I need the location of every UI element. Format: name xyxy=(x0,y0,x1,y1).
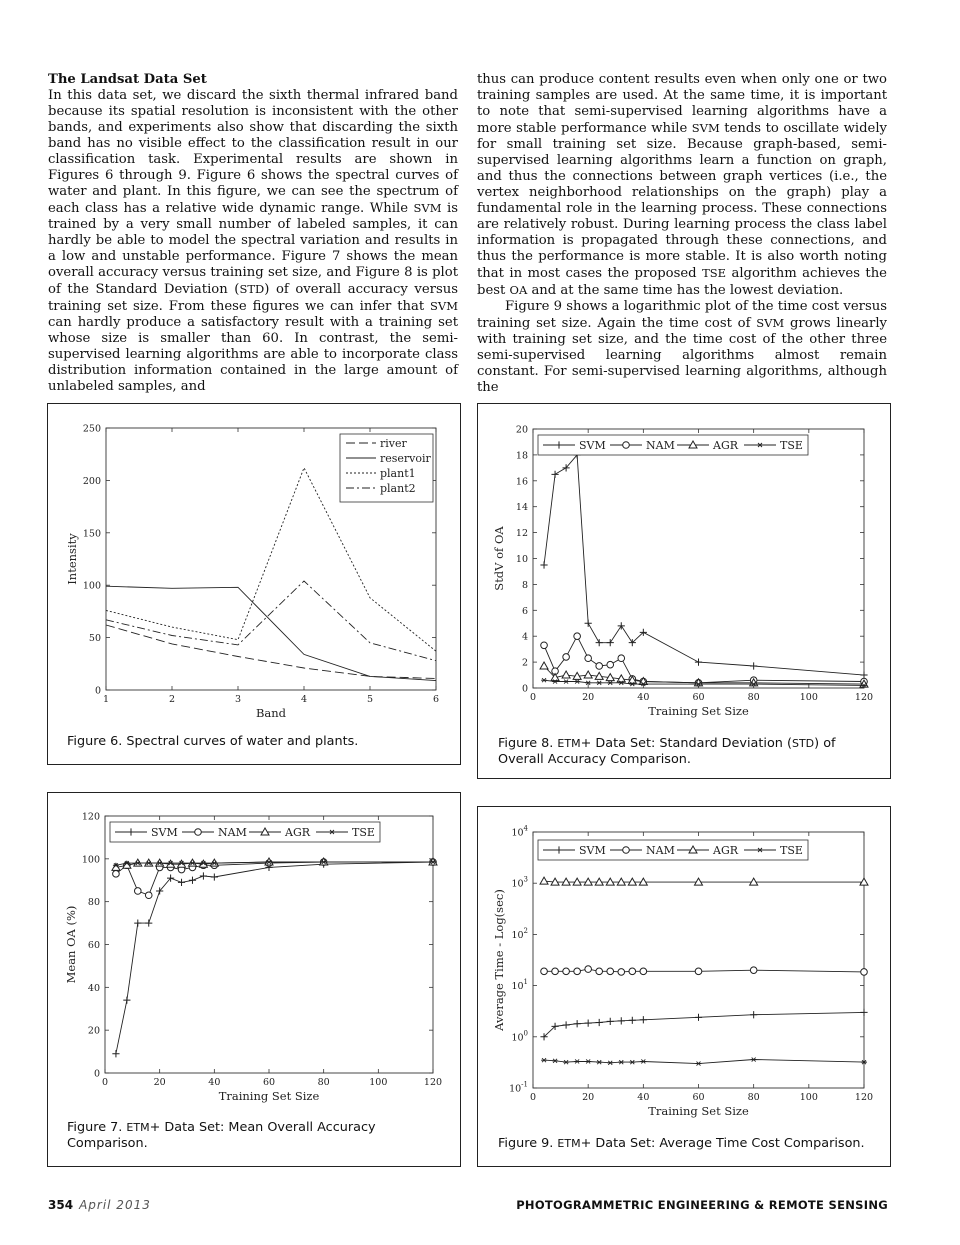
x-tick-label: 3 xyxy=(234,694,242,705)
text-run: SVM xyxy=(413,201,442,215)
legend-label: AGR xyxy=(713,844,739,857)
data-point-tse xyxy=(563,1060,569,1064)
figure-9-caption: Figure 9. ETM+ Data Set: Average Time Cost Comparison. xyxy=(498,1136,865,1151)
y-axis-label: Mean OA (%) xyxy=(64,905,78,984)
x-tick-label: 100 xyxy=(799,692,818,703)
data-point-nam xyxy=(145,892,152,899)
x-tick-label: 60 xyxy=(692,1092,705,1103)
chart-fig8 xyxy=(478,404,892,780)
text-run: grows linearly with training set size, and the time cost of the other three semi-supervised learning algorithms almost remain constant. For semi-supervised learning algorithms, although the xyxy=(477,316,887,395)
body-paragraph xyxy=(477,72,887,299)
legend-label: AGR xyxy=(713,439,739,452)
legend-label: river xyxy=(380,437,407,450)
data-point-svm xyxy=(596,1019,603,1026)
data-point-tse xyxy=(552,1059,558,1063)
text-run: SVM xyxy=(430,299,458,313)
y-tick-label: 12 xyxy=(515,528,528,540)
y-tick-exponent: -1 xyxy=(521,1080,528,1089)
x-tick-label: 0 xyxy=(529,692,537,703)
data-point-nam xyxy=(135,888,142,895)
series-line-nam xyxy=(544,969,864,972)
body-paragraph xyxy=(48,88,458,395)
y-tick-label: 10 xyxy=(515,554,528,565)
y-tick-label: 60 xyxy=(87,940,100,951)
x-tick-label: 60 xyxy=(692,692,705,703)
y-tick-exponent: 3 xyxy=(523,875,528,884)
data-point-nam xyxy=(695,968,702,975)
text-run: TSE xyxy=(702,266,727,280)
data-point-nam xyxy=(541,968,548,975)
x-tick-label: 100 xyxy=(369,1077,388,1088)
data-point-nam xyxy=(541,642,548,649)
plot-frame xyxy=(533,429,864,688)
data-point-svm xyxy=(618,1017,625,1024)
data-point-nam xyxy=(618,969,625,976)
data-point-svm xyxy=(629,1017,636,1024)
x-axis-label: Band xyxy=(255,706,287,720)
y-axis-label: Intensity xyxy=(65,533,79,585)
x-tick-label: 100 xyxy=(799,1092,818,1103)
legend-label: plant1 xyxy=(380,467,416,480)
issue-date: April 2013 xyxy=(79,1198,151,1212)
y-tick-label: $10^2$ xyxy=(511,926,528,941)
legend-label: TSE xyxy=(780,439,803,452)
x-tick-label: 20 xyxy=(153,1077,166,1088)
data-point-tse xyxy=(596,681,602,685)
data-point-nam xyxy=(574,968,581,975)
y-tick-label: 16 xyxy=(515,476,528,488)
data-point-agr xyxy=(639,878,647,885)
data-point-tse xyxy=(607,1061,613,1065)
figure-8-caption: Figure 8. ETM+ Data Set: Standard Deviation (STD) of Overall Accuracy Comparison. xyxy=(498,736,836,767)
right-column xyxy=(477,72,887,396)
series-line-svm xyxy=(544,455,864,675)
page-number: 354 xyxy=(48,1198,74,1212)
x-tick-label: 80 xyxy=(747,692,760,703)
data-point-nam xyxy=(640,968,647,975)
data-point-agr xyxy=(573,878,581,885)
data-point-svm xyxy=(640,1016,647,1023)
data-point-agr xyxy=(562,878,570,885)
x-tick-label: 0 xyxy=(101,1077,109,1088)
y-tick-label: 250 xyxy=(82,423,101,435)
legend-label: NAM xyxy=(218,826,247,839)
data-point-svm xyxy=(123,997,130,1004)
data-point-nam xyxy=(563,654,570,661)
data-point-svm xyxy=(178,879,185,886)
y-tick-exponent: 0 xyxy=(523,1029,528,1038)
y-tick-label: 0 xyxy=(521,683,528,695)
y-tick-label: 14 xyxy=(515,502,528,514)
data-point-svm xyxy=(585,1020,592,1027)
plot-frame xyxy=(533,832,864,1088)
y-tick-label: 20 xyxy=(515,424,528,436)
data-point-svm xyxy=(574,1020,581,1027)
data-point-tse xyxy=(629,1060,635,1064)
data-point-tse xyxy=(607,681,613,685)
series-line-svm xyxy=(544,1012,864,1036)
x-tick-label: 40 xyxy=(637,692,650,703)
text-run: Figure 9 shows a logarithmic plot of the time cost versus training set size. Again the time cost of xyxy=(477,299,887,331)
y-tick-label: 100 xyxy=(81,854,100,866)
legend-label: TSE xyxy=(352,826,375,839)
legend-label: NAM xyxy=(646,844,675,857)
x-tick-label: 6 xyxy=(432,694,440,705)
data-point-nam xyxy=(618,655,625,662)
data-point-nam xyxy=(585,655,592,662)
x-axis-label: Training Set Size xyxy=(648,1104,749,1118)
data-point-svm xyxy=(618,622,625,629)
x-tick-label: 20 xyxy=(582,1092,595,1103)
x-tick-label: 60 xyxy=(262,1077,276,1088)
series-line-tse xyxy=(544,1060,864,1064)
plot-frame xyxy=(105,816,433,1073)
data-point-svm xyxy=(585,620,592,627)
y-tick-label: 2 xyxy=(521,657,528,669)
data-point-svm xyxy=(596,639,603,646)
data-point-tse xyxy=(574,680,580,684)
text-run: STD xyxy=(239,282,265,296)
text-run: tends to oscillate widely for small training set size. Because graph-based, semi-supervised learning algorithms learn a function on graph, and thus the connections between graph vertices (i.e., the vertex neighborhood relationships on the graph) play a fundamental role in the learning process. These connections are relatively robust. During learning process the class label information is propagated through these connections, and thus the performance is more stable. It is also worth noting that in most cases the proposed xyxy=(477,121,887,281)
y-tick-exponent: 2 xyxy=(523,926,528,935)
data-point-agr xyxy=(540,877,548,884)
series-line-agr xyxy=(544,666,864,684)
x-tick-label: 120 xyxy=(854,1092,874,1103)
x-tick-label: 5 xyxy=(366,694,374,705)
text-run: OA xyxy=(509,283,528,297)
figure-8 xyxy=(477,403,891,779)
data-point-svm xyxy=(112,1050,119,1057)
y-tick-label: 200 xyxy=(82,475,101,487)
y-tick-label: 6 xyxy=(521,605,528,617)
data-point-svm xyxy=(145,919,152,926)
data-point-tse xyxy=(618,1060,624,1064)
data-point-nam xyxy=(750,967,757,974)
data-point-agr xyxy=(540,662,548,669)
body-paragraph xyxy=(477,299,887,396)
legend-marker xyxy=(195,829,202,836)
x-tick-label: 80 xyxy=(747,1092,760,1103)
data-point-svm xyxy=(189,877,196,884)
data-point-tse xyxy=(541,678,547,682)
data-point-svm xyxy=(607,639,614,646)
data-point-svm xyxy=(134,919,141,926)
y-tick-label: 0 xyxy=(93,1068,100,1080)
y-tick-label: 40 xyxy=(87,982,100,994)
text-run: thus can produce content results even when only one or two training samples are used. At the same time, it is important to note that semi-supervised learning algorithms have a more stable performance while xyxy=(477,72,887,136)
y-tick-label: 80 xyxy=(87,897,100,909)
data-point-agr xyxy=(750,878,758,885)
data-point-svm xyxy=(540,561,547,568)
legend-label: SVM xyxy=(579,844,606,857)
y-tick-exponent: 4 xyxy=(523,824,528,833)
x-axis-label: Training Set Size xyxy=(648,704,749,718)
y-tick-exponent: 1 xyxy=(523,978,528,987)
y-tick-label: 120 xyxy=(81,811,100,823)
y-tick-label: 100 xyxy=(82,580,101,592)
text-run: In this data set, we discard the sixth thermal infrared band because its spatial resolution is inconsistent with the other bands, and experiments also show that discarding the sixth band has no visible effect to the classification result in our classification task. Experimental results are shown in Figures 6 through 9. Figure 6 shows the spectral curves of water and plant. In this figure, we can see the spectrum of each class has a relative wide dynamic range. While xyxy=(48,88,458,216)
data-point-svm xyxy=(695,1014,702,1021)
data-point-agr xyxy=(584,878,592,885)
data-point-nam xyxy=(113,871,120,878)
text-run: is trained by a very small number of labeled samples, it can hardly be able to model the spectral variation and results in a low and unstable performance. Figure 7 shows the mean overall accuracy versus training set size, and Figure 8 is plot of the Standard Deviation ( xyxy=(48,201,458,297)
data-point-nam xyxy=(596,968,603,975)
figure-9 xyxy=(477,806,891,1167)
data-point-tse xyxy=(541,1058,547,1062)
data-point-agr xyxy=(617,878,625,885)
legend-label: reservoir xyxy=(380,452,431,465)
text-run: ) of overall accuracy versus training set size. From these figures we can infer that xyxy=(48,282,458,314)
y-tick-label: 150 xyxy=(82,528,101,540)
data-point-nam xyxy=(607,968,614,975)
text-run: can hardly produce a satisfactory result with a training set whose size is smaller than 60. In contrast, the semi-supervised learning algorithms are able to incorporate class distribution information contained in the large amount of unlabeled samples, and xyxy=(48,315,458,394)
data-point-tse xyxy=(640,1059,646,1063)
data-point-svm xyxy=(750,662,757,669)
data-point-agr xyxy=(562,671,570,678)
data-point-agr xyxy=(595,878,603,885)
data-point-agr xyxy=(606,878,614,885)
series-line-svm xyxy=(116,862,433,1054)
x-tick-label: 40 xyxy=(637,1092,650,1103)
x-tick-label: 0 xyxy=(529,1092,537,1103)
legend-marker xyxy=(623,847,630,854)
text-run: algorithm achieves the best xyxy=(477,266,887,298)
chart-fig7 xyxy=(48,793,462,1168)
text-run: SVM xyxy=(756,316,785,330)
x-tick-label: 4 xyxy=(300,694,308,705)
data-point-svm xyxy=(607,1018,614,1025)
legend-label: NAM xyxy=(646,439,675,452)
legend-label: SVM xyxy=(151,826,178,839)
y-tick-label: 4 xyxy=(521,631,528,643)
data-point-agr xyxy=(695,878,703,885)
data-point-agr xyxy=(584,671,592,678)
figure-7-caption: Figure 7. ETM+ Data Set: Mean Overall Accuracy Comparison. xyxy=(67,1120,376,1151)
x-tick-label: 40 xyxy=(208,1077,221,1088)
data-point-svm xyxy=(211,873,218,880)
y-tick-label: 8 xyxy=(521,579,528,591)
y-tick-label: $10^3$ xyxy=(511,875,528,890)
figure-6 xyxy=(47,403,461,765)
data-point-nam xyxy=(552,968,559,975)
x-tick-label: 2 xyxy=(168,694,176,705)
data-point-svm xyxy=(860,1009,867,1016)
x-tick-label: 120 xyxy=(854,692,874,703)
data-point-nam xyxy=(629,968,636,975)
series-line-river xyxy=(106,625,436,679)
data-point-svm xyxy=(860,671,867,678)
data-point-nam xyxy=(861,969,868,976)
data-point-nam xyxy=(574,633,581,640)
y-tick-label: 50 xyxy=(88,633,101,645)
legend-label: SVM xyxy=(579,439,606,452)
legend-marker xyxy=(623,442,630,449)
left-column xyxy=(48,72,458,395)
page-footer-left xyxy=(48,1198,151,1212)
y-tick-label: $10^{-1}$ xyxy=(509,1080,528,1095)
x-tick-label: 1 xyxy=(102,694,110,705)
figure-6-caption: Figure 6. Spectral curves of water and plants. xyxy=(67,734,359,749)
data-point-svm xyxy=(563,1021,570,1028)
x-axis-label: Training Set Size xyxy=(218,1089,320,1103)
y-axis-label: Average Time - Log(sec) xyxy=(492,889,506,1031)
y-tick-label: 20 xyxy=(87,1025,100,1037)
data-point-nam xyxy=(563,968,570,975)
y-tick-label: $10^1$ xyxy=(511,978,528,993)
text-run: SVM xyxy=(691,121,720,135)
legend-label: AGR xyxy=(285,826,311,839)
x-tick-label: 20 xyxy=(582,692,595,703)
journal-name: PHOTOGRAMMETRIC ENGINEERING & REMOTE SENSING xyxy=(516,1198,888,1212)
y-tick-label: $10^4$ xyxy=(511,824,528,839)
data-point-svm xyxy=(200,872,207,879)
x-tick-label: 120 xyxy=(423,1077,443,1088)
text-run: and at the same time has the lowest deviation. xyxy=(527,283,844,298)
data-point-agr xyxy=(860,878,868,885)
legend-label: TSE xyxy=(780,844,803,857)
section-heading: The Landsat Data Set xyxy=(48,72,207,87)
legend-label: plant2 xyxy=(380,482,416,495)
data-point-tse xyxy=(563,680,569,684)
data-point-nam xyxy=(596,663,603,670)
data-point-agr xyxy=(628,878,636,885)
data-point-tse xyxy=(751,1058,757,1062)
data-point-tse xyxy=(585,1059,591,1063)
y-tick-label: 0 xyxy=(94,685,101,697)
y-axis-label: StdV of OA xyxy=(492,526,506,591)
y-tick-label: 18 xyxy=(515,450,528,462)
chart-fig6 xyxy=(48,404,462,766)
figure-7 xyxy=(47,792,461,1167)
data-point-tse xyxy=(574,1059,580,1063)
data-point-tse xyxy=(696,1062,702,1066)
data-point-nam xyxy=(607,661,614,668)
series-line-reservoir xyxy=(106,586,436,680)
data-point-svm xyxy=(695,659,702,666)
data-point-nam xyxy=(585,966,592,973)
series-line-agr xyxy=(544,881,864,882)
x-tick-label: 80 xyxy=(317,1077,330,1088)
y-tick-label: $10^0$ xyxy=(511,1029,528,1044)
data-point-tse xyxy=(596,1060,602,1064)
chart-fig9 xyxy=(478,807,892,1168)
data-point-svm xyxy=(551,471,558,478)
data-point-svm xyxy=(750,1011,757,1018)
